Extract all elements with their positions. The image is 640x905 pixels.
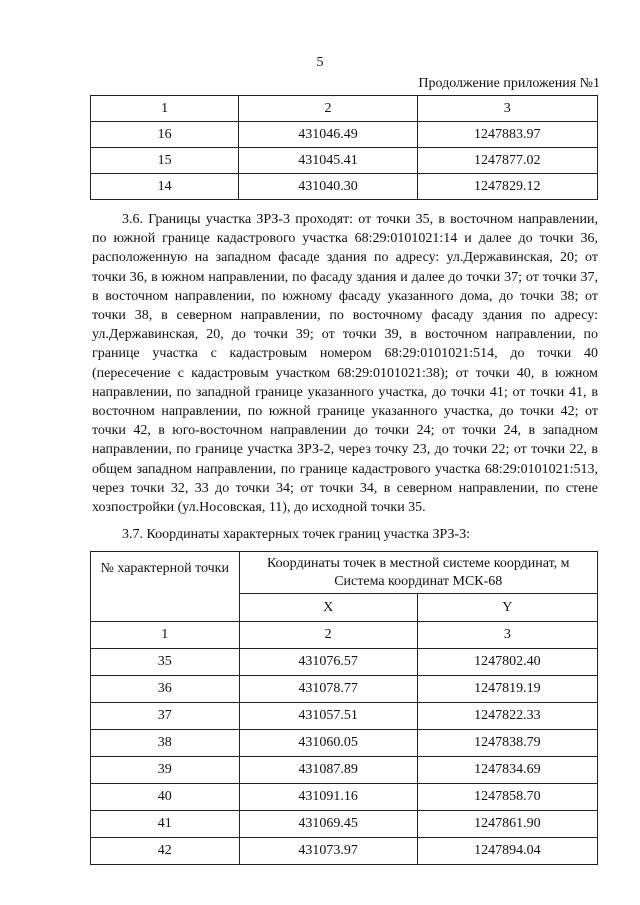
y-coordinate-cell: 1247802.40 (417, 649, 597, 676)
y-coordinate-cell: 1247883.97 (417, 122, 597, 148)
table-row (91, 703, 598, 730)
point-number-header: № характерной точки (91, 552, 240, 622)
point-number-cell: 16 (91, 122, 239, 148)
y-coordinate-cell: 1247838.79 (417, 730, 597, 757)
point-number-cell: 42 (91, 838, 240, 865)
y-coordinate-cell: 1247829.12 (417, 174, 597, 200)
table-cell: 2 (239, 96, 417, 122)
table-header-row (91, 96, 598, 122)
table-cell: 3 (417, 96, 597, 122)
page-number: 5 (316, 55, 324, 70)
x-coordinate-cell: 431045.41 (239, 148, 417, 174)
coordinates-header-line1: Координаты точек в местной системе координат, м (266, 555, 570, 571)
x-coordinate-cell: 431040.30 (239, 174, 417, 200)
x-coordinate-cell: 431078.77 (239, 676, 417, 703)
continuation-note: Продолжение приложения №1 (418, 76, 600, 91)
table-cell: 1 (91, 622, 240, 649)
table-row (91, 838, 598, 865)
table-index-row (91, 622, 598, 649)
x-header: X (239, 594, 417, 622)
table-cell: 2 (239, 622, 417, 649)
boundary-description-paragraph: 3.6. Границы участка ЗРЗ-3 проходят: от точки 35, в восточном направлении, по южной границе кадастрового участка 68:29:0101021:14 и далее до точки 36, расположенную на западном фасаде здания по адресу: ул.Державинская, 20; от точки 36, в южном направлении, по фасаду здания и далее до точки 37; от точки 37, в восточном направлении, по южному фасаду указанного дома, до точки 38; от точки 38, в северном направлении, по восточному фасаду здания по адресу: ул.Державинская, 20, до точки 39; от точки 39, в восточном направлении, по границе участка с кадастровым номером 68:29:0101021:514, до точки 40 (пересечение с кадастровым участком 68:29:0101021:38); от точки 40, в южном направлении, по западной границе указанного участка, до точки 41; от точки 41, в восточном направлении, по южной границе указанного участка, до точки 42; от точки 42, в юго-восточном направлении до точки 24; от точки 24, в западном направлении, по границе участка ЗРЗ-2, через точку 23, до точки 22; от точки 22, в общем западном направлении, по границе кадастрового участка 68:29:0101021:513, через точки 32, 33 до точки 34; от точки 34, в северном направлении, по стене хозпостройки (ул.Носовская, 11), до исходной точки 35. (92, 212, 598, 516)
table-cell: 3 (417, 622, 597, 649)
table-cell: 1 (91, 96, 239, 122)
table-header-row (91, 552, 598, 594)
x-coordinate-cell: 431060.05 (239, 730, 417, 757)
coordinates-table (90, 551, 598, 865)
point-number-cell: 14 (91, 174, 239, 200)
coordinates-header-line2: Система координат МСК-68 (334, 573, 503, 589)
y-coordinate-cell: 1247894.04 (417, 838, 597, 865)
table-row (91, 174, 598, 200)
x-coordinate-cell: 431046.49 (239, 122, 417, 148)
coordinates-header (239, 552, 597, 594)
point-number-cell: 41 (91, 811, 240, 838)
point-number-cell: 15 (91, 148, 239, 174)
y-coordinate-cell: 1247819.19 (417, 676, 597, 703)
x-coordinate-cell: 431091.16 (239, 784, 417, 811)
coordinates-table-continuation (90, 95, 598, 200)
table-row (91, 676, 598, 703)
coordinates-intro-paragraph: 3.7. Координаты характерных точек границ участка ЗРЗ-3: (122, 527, 471, 542)
table-row (91, 122, 598, 148)
x-coordinate-cell: 431069.45 (239, 811, 417, 838)
point-number-cell: 35 (91, 649, 240, 676)
y-coordinate-cell: 1247834.69 (417, 757, 597, 784)
x-coordinate-cell: 431076.57 (239, 649, 417, 676)
x-coordinate-cell: 431087.89 (239, 757, 417, 784)
x-coordinate-cell: 431073.97 (239, 838, 417, 865)
table-row (91, 757, 598, 784)
point-number-cell: 37 (91, 703, 240, 730)
point-number-cell: 40 (91, 784, 240, 811)
x-coordinate-cell: 431057.51 (239, 703, 417, 730)
y-coordinate-cell: 1247822.33 (417, 703, 597, 730)
y-header: Y (417, 594, 597, 622)
table-row (91, 649, 598, 676)
y-coordinate-cell: 1247858.70 (417, 784, 597, 811)
table-row (91, 784, 598, 811)
point-number-cell: 39 (91, 757, 240, 784)
y-coordinate-cell: 1247861.90 (417, 811, 597, 838)
y-coordinate-cell: 1247877.02 (417, 148, 597, 174)
table-row (91, 811, 598, 838)
table-row (91, 148, 598, 174)
point-number-cell: 36 (91, 676, 240, 703)
table-row (91, 730, 598, 757)
point-number-cell: 38 (91, 730, 240, 757)
